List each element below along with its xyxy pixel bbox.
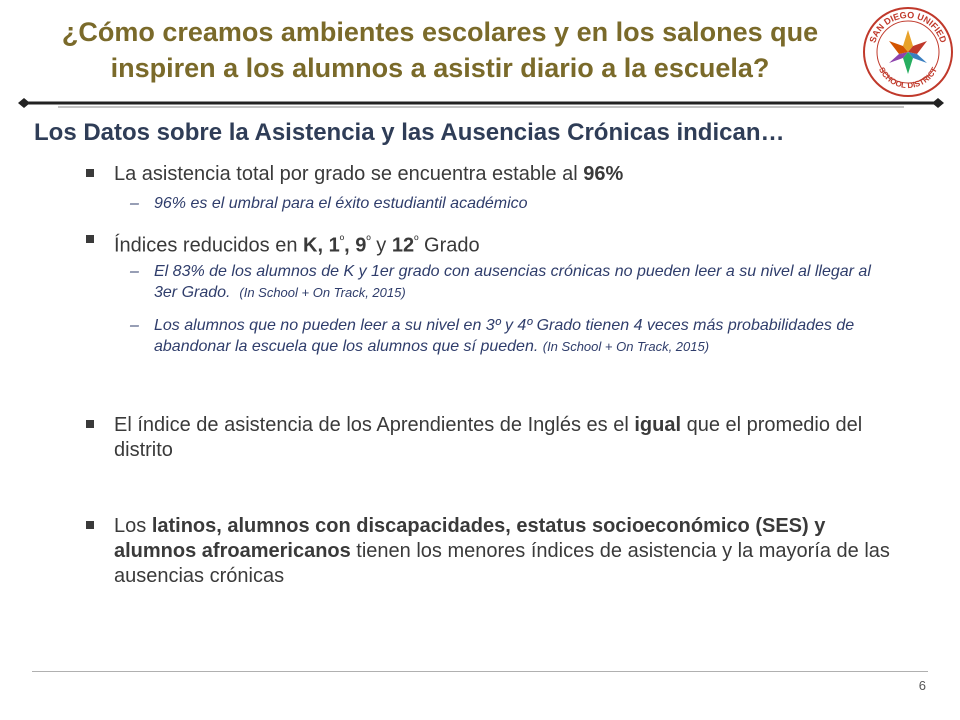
slide-title: [20, 14, 860, 86]
dash-bullet-icon: –: [130, 195, 139, 212]
bullet-text: tienen los menores índices de asistencia y la mayoría de las ausencias crónicas: [114, 540, 890, 587]
square-bullet-icon: [86, 420, 94, 428]
bullet-text: Los: [114, 515, 152, 537]
bullet-bold: 96%: [583, 163, 624, 185]
slide-title-line-2: inspiren a los alumnos a asistir diario a la escuela?: [110, 53, 770, 83]
bullet-bold-part: , 9: [344, 234, 367, 257]
bullet-text: El índice de asistencia de los Aprendientes de Inglés es el: [114, 414, 635, 436]
bullet-text-part: Grado: [418, 234, 480, 257]
bullet-attendance-stable: [86, 162, 906, 187]
title-divider: [18, 96, 944, 110]
district-logo: [862, 6, 954, 98]
page-number: 6: [918, 678, 926, 693]
bullet-text-part: Índices reducidos en: [114, 234, 304, 257]
dash-bullet-icon: –: [130, 263, 139, 280]
section-heading: Los Datos sobre la Asistencia y las Ausencias Crónicas indican…: [34, 119, 785, 146]
sub-bullet-dropout: [130, 315, 890, 357]
bullet-bold: igual: [634, 414, 682, 436]
slide-title-line-1: ¿Cómo creamos ambientes escolares y en los salones que: [61, 17, 819, 47]
logo-text-bottom: SCHOOL DISTRICT: [876, 65, 940, 91]
bullet-ordinal: º: [366, 233, 371, 247]
logo-text-top: SAN DIEGO UNIFIED: [867, 9, 949, 44]
bullet-english-learners: [86, 413, 906, 463]
footer-divider: [32, 671, 928, 672]
sub-bullet-threshold: [130, 193, 890, 214]
bullet-text-part: y: [370, 234, 392, 257]
sub-bullet-reading-level: [130, 261, 890, 303]
sub-text: El 83% de los alumnos de K y 1er grado con ausencias crónicas no pueden leer a su nivel al llegar al 3er Grado.: [154, 263, 871, 301]
bullet-ordinal: º: [414, 233, 419, 247]
sub-text: Los alumnos que no pueden leer a su nivel en 3º y 4º Grado tienen 4 veces más probabilidades de abandonar la escuela que los alumnos que sí pueden.: [154, 317, 855, 355]
bullet-ordinal: º: [339, 233, 345, 247]
sub-text: 96% es el umbral para el éxito estudiantil académico: [154, 195, 528, 212]
bullet-lowest-rates: [86, 514, 906, 589]
bullet-reduced-rates: [86, 228, 906, 259]
square-bullet-icon: [86, 235, 94, 243]
square-bullet-icon: [86, 169, 94, 177]
dash-bullet-icon: –: [130, 317, 139, 334]
bullet-bold: latinos, alumnos con discapacidades, estatus socioeconómico (SES) y alumnos afroamericanos: [114, 515, 826, 562]
bullet-bold-part: K, 1: [303, 234, 340, 257]
bullet-text: La asistencia total por grado se encuentra estable al: [114, 163, 584, 185]
citation: (In School + On Track, 2015): [239, 285, 406, 300]
square-bullet-icon: [86, 521, 94, 529]
bullet-bold-part: 12: [391, 234, 415, 257]
bullet-text: que el promedio del distrito: [114, 414, 863, 461]
citation: (In School + On Track, 2015): [542, 339, 710, 354]
